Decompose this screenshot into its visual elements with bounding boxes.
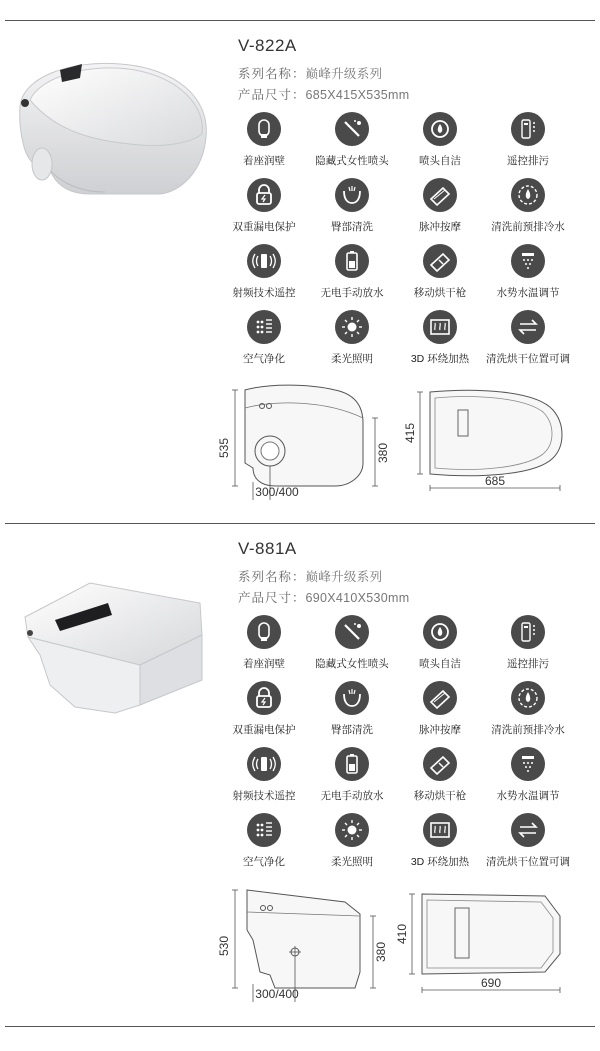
dim-width: 415 [403,422,417,444]
feature-item: 遥控排污 [484,615,572,675]
product-photo [10,52,215,202]
feature-item: 喷头自洁 [396,112,484,172]
feature-item: 遥控排污 [484,112,572,172]
size-value: 690X410X530mm [305,591,410,605]
model-number: V-822A [238,36,297,55]
remote-control-icon [511,112,545,146]
divider-middle [5,523,595,524]
dim-outlet: 300/400 [255,987,299,1001]
water-drop-icon [511,178,545,212]
rf-remote-icon [247,747,281,781]
adjust-icon [511,747,545,781]
nozzle-icon [335,615,369,649]
dim-width: 410 [395,923,409,945]
feature-item: 清洗前预排冷水 [484,178,572,238]
size-label: 产品尺寸： [238,591,306,605]
dimension-drawing [215,378,590,503]
light-icon [335,813,369,847]
lock-icon [247,178,281,212]
self-clean-icon [423,615,457,649]
heating-icon [423,310,457,344]
feature-item: 脉冲按摩 [396,681,484,741]
product-photo [20,575,225,725]
dim-length: 685 [484,474,506,488]
divider-bottom [5,1026,595,1027]
dimension-drawing [215,880,590,1005]
feature-item: 移动烘干枪 [396,244,484,304]
feature-item: 隐藏式女性喷头 [308,615,396,675]
spray-icon [335,681,369,715]
series-label: 系列名称： [238,67,306,81]
dim-seat-height: 380 [374,941,388,963]
size-label: 产品尺寸： [238,88,306,102]
adjust-icon [511,244,545,278]
seat-icon [247,615,281,649]
feature-item: 无电手动放水 [308,747,396,807]
feature-item: 隐藏式女性喷头 [308,112,396,172]
dim-length: 690 [480,976,502,990]
dim-height: 530 [217,935,231,957]
feature-item: 柔光照明 [308,310,396,370]
series-value: 巅峰升级系列 [305,67,383,81]
feature-item: 清洗烘干位置可调 [484,310,572,370]
feature-item: 水势水温调节 [484,244,572,304]
feature-item: 双重漏电保护 [220,681,308,741]
feature-item: 臀部清洗 [308,178,396,238]
feature-item: 3D 环绕加热 [396,310,484,370]
water-drop-icon [511,681,545,715]
massage-icon [423,178,457,212]
nozzle-icon [335,112,369,146]
series-label: 系列名称： [238,570,306,584]
feature-item: 无电手动放水 [308,244,396,304]
battery-icon [335,747,369,781]
seat-icon [247,112,281,146]
series-name [238,64,382,82]
feature-item: 着座润壁 [220,615,308,675]
dryer-icon [423,244,457,278]
heating-icon [423,813,457,847]
series-value: 巅峰升级系列 [305,570,383,584]
feature-item: 空气净化 [220,813,308,873]
feature-item: 射频技术遥控 [220,747,308,807]
feature-item: 空气净化 [220,310,308,370]
feature-item: 清洗前预排冷水 [484,681,572,741]
feature-item: 柔光照明 [308,813,396,873]
feature-item: 臀部清洗 [308,681,396,741]
feature-item: 射频技术遥控 [220,244,308,304]
feature-item: 双重漏电保护 [220,178,308,238]
product-size [238,588,409,606]
self-clean-icon [423,112,457,146]
swap-arrows-icon [511,310,545,344]
feature-item: 水势水温调节 [484,747,572,807]
light-icon [335,310,369,344]
feature-item: 3D 环绕加热 [396,813,484,873]
rf-remote-icon [247,244,281,278]
divider-top [5,20,595,21]
swap-arrows-icon [511,813,545,847]
series-name [238,567,382,585]
lock-icon [247,681,281,715]
battery-icon [335,244,369,278]
air-purify-icon [247,310,281,344]
product-size [238,85,409,103]
dim-outlet: 300/400 [255,485,299,499]
dim-seat-height: 380 [376,442,390,464]
massage-icon [423,681,457,715]
remote-control-icon [511,615,545,649]
feature-item: 脉冲按摩 [396,178,484,238]
feature-item: 清洗烘干位置可调 [484,813,572,873]
feature-item: 喷头自洁 [396,615,484,675]
air-purify-icon [247,813,281,847]
spray-icon [335,178,369,212]
dim-height: 535 [217,437,231,459]
feature-item: 移动烘干枪 [396,747,484,807]
size-value: 685X415X535mm [305,88,410,102]
model-number: V-881A [238,539,297,558]
dryer-icon [423,747,457,781]
feature-item: 着座润壁 [220,112,308,172]
